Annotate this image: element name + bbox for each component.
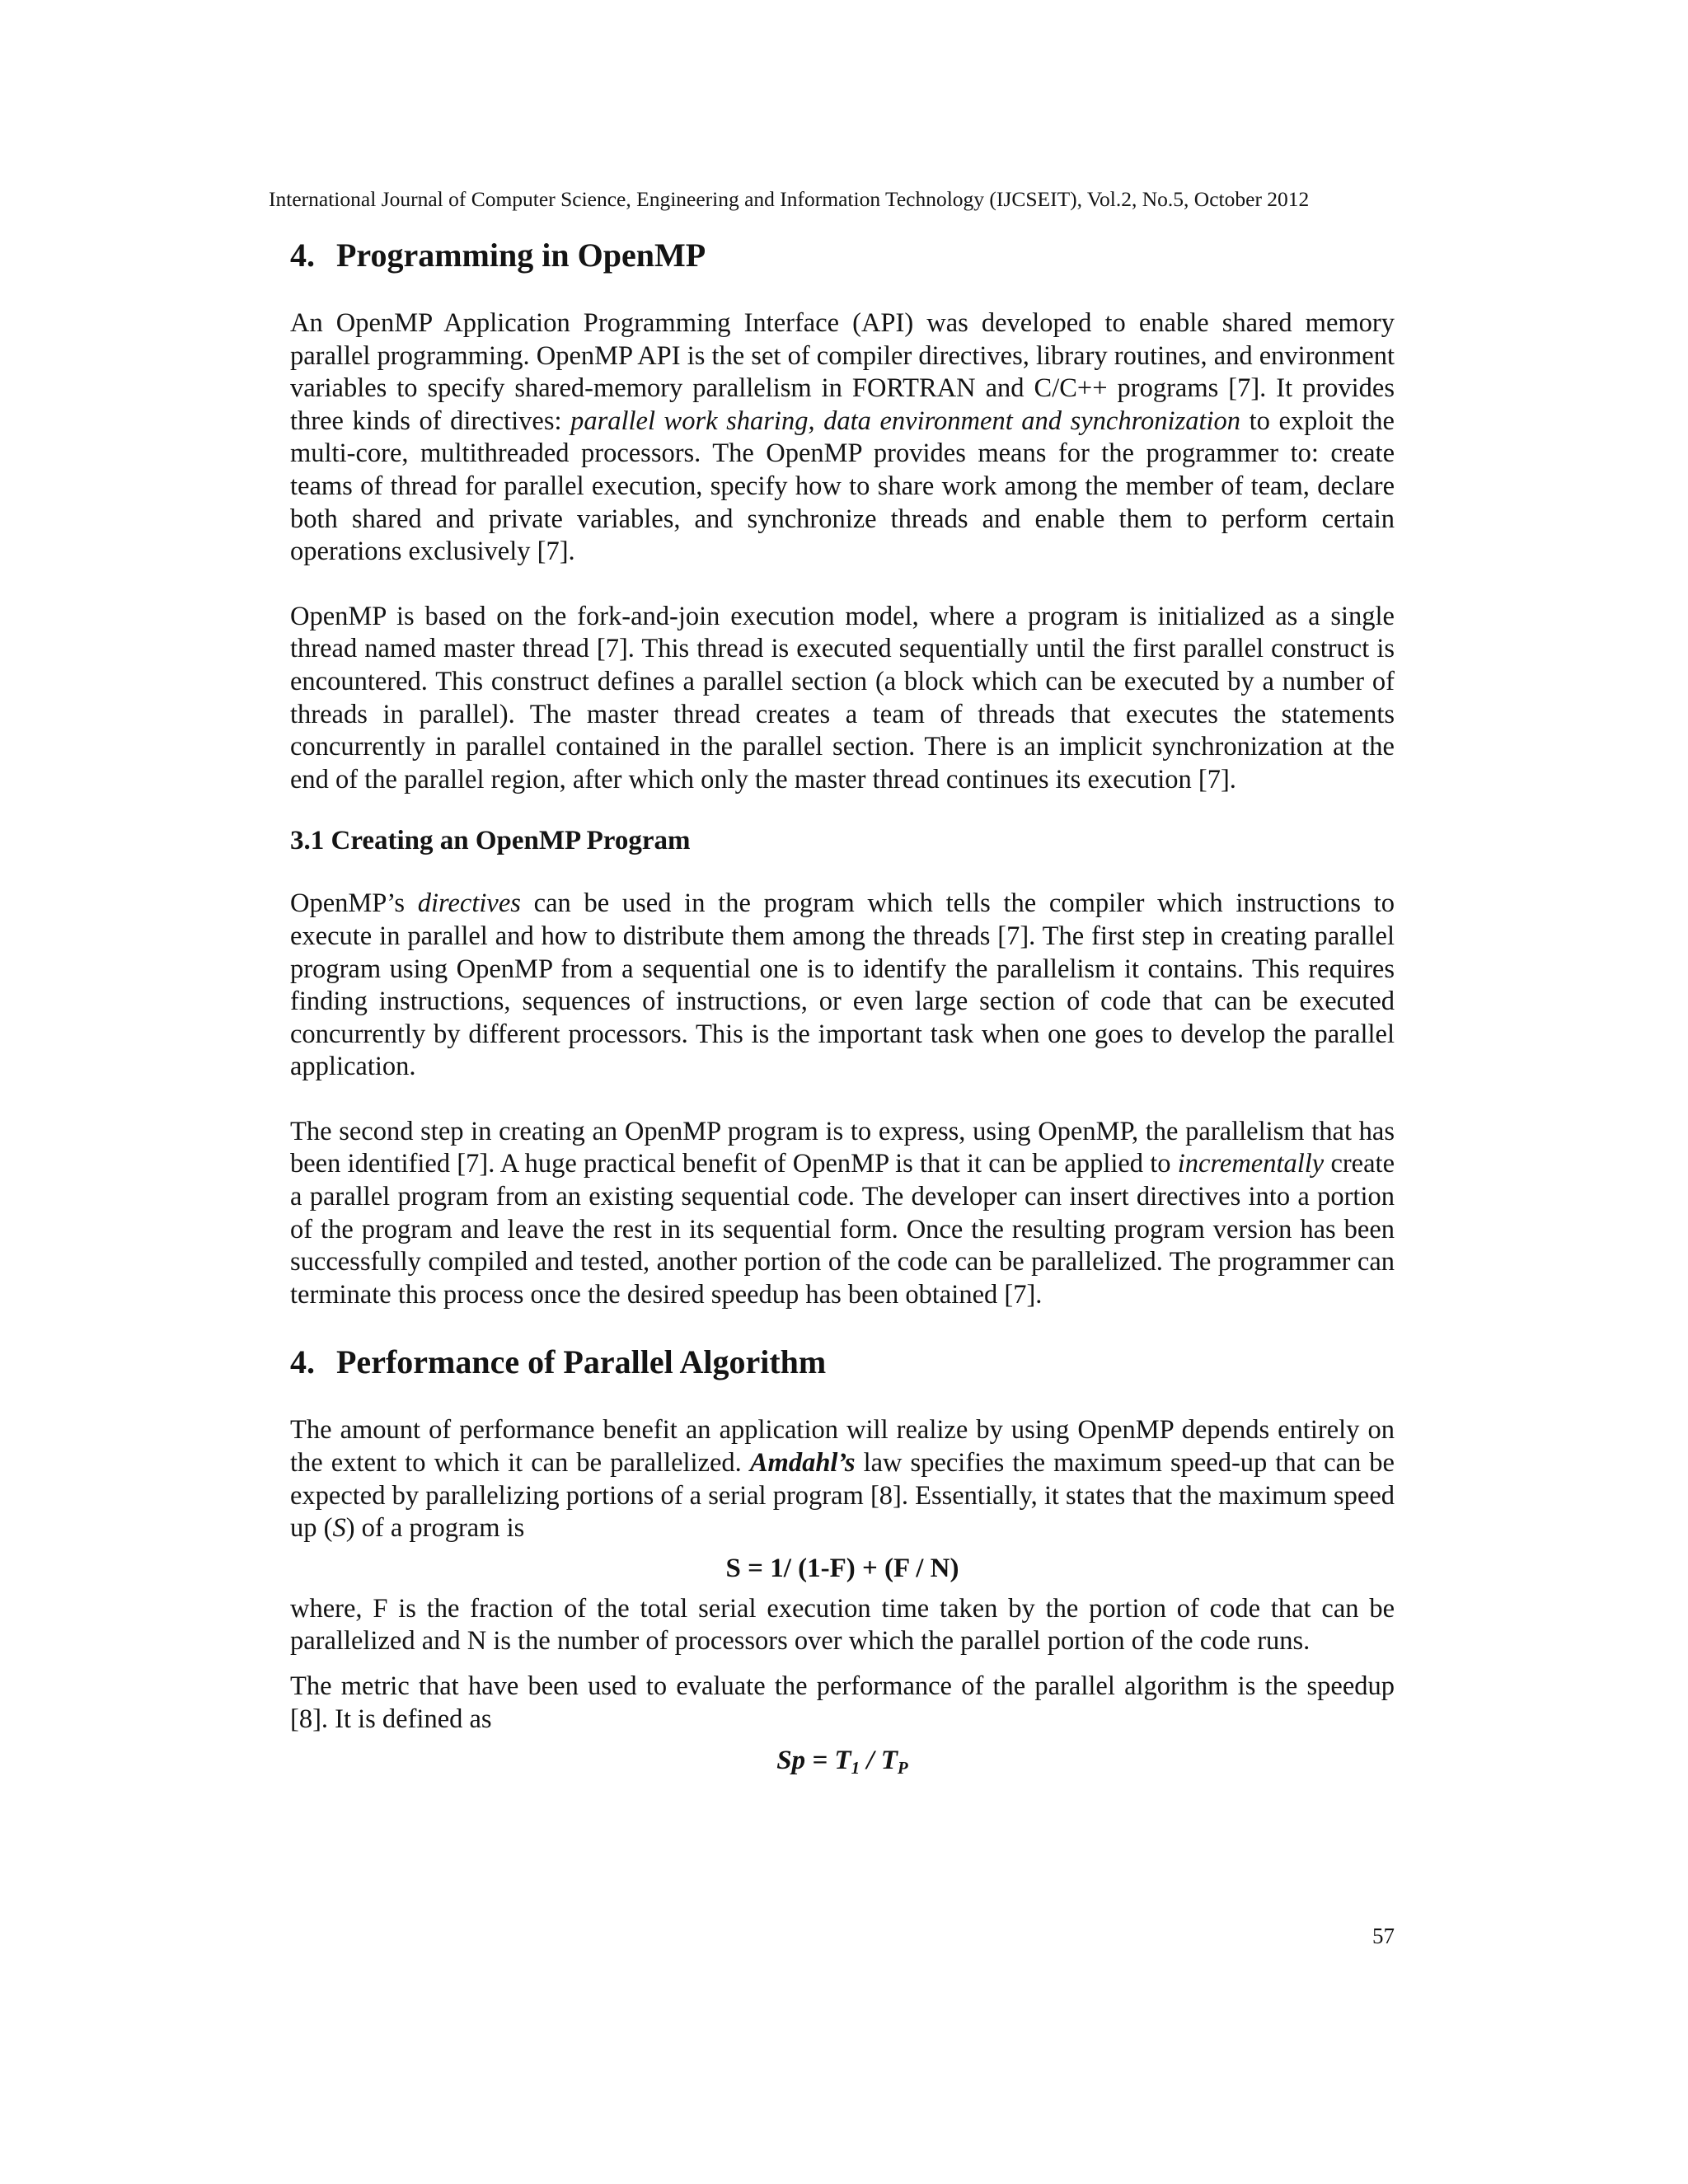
equation-speedup	[290, 1744, 1395, 1784]
text-run: An OpenMP Application Programming Interface (API) was developed to enable shared memory parallel programming. OpenMP API is the set of compiler directives, library routines, and environment variables to specify shared-memory parallelism in FORTRAN and C/C++ programs [7]. It provides three kinds of directives:	[290, 308, 1395, 436]
subsection-heading-creating-program: 3.1 Creating an OpenMP Program	[290, 826, 691, 856]
text-run: create a parallel program from an existing sequential code. The developer can insert directives into a portion of the program and leave the rest in its sequential form. Once the resulting program version has been successfully compiled and tested, another portion of the code can be parallelized. The programmer can terminate this process once the desired speedup has been obtained [7].	[290, 1149, 1395, 1310]
page-number: 57	[1372, 1924, 1395, 1948]
section-heading-performance	[290, 1339, 1395, 1385]
text-run: to exploit the multi-core, multithreaded processors. The OpenMP provides means for the programmer to: create teams of thread for parallel execution, specify how to share work among the member of team, declare both shared and private variables, and synchronize threads and enable them to perform certain operations exclusively [7].	[290, 405, 1395, 567]
text-run: The second step in creating an OpenMP program is to express, using OpenMP, the parallelism that has been identified [7]. A huge practical benefit of OpenMP is that it can be applied to	[290, 1116, 1395, 1179]
eq-subscript-1: 1	[851, 1758, 860, 1779]
running-head: International Journal of Computer Science, Engineering and Information Technology (IJCSEIT), Vol.2, No.5, October 2012	[269, 187, 1310, 211]
text-run: law specifies the maximum speed-up that can be expected by parallelizing portions of a serial program [8]. Essentially, it states that the maximum speed up (	[290, 1448, 1395, 1544]
italic-s: S	[332, 1513, 346, 1544]
italic-incrementally: incrementally	[1177, 1149, 1325, 1179]
section-title: Performance of Parallel Algorithm	[336, 1343, 827, 1381]
eq-subscript-p: P	[897, 1758, 908, 1779]
paragraph-fork-join: OpenMP is based on the fork-and-join execution model, where a program is initialized as a single thread named master thread [7]. This thread is executed sequentially until the first parallel construct is encountered. This construct defines a parallel section (a block which can be executed by a number of threads in parallel). The master thread creates a team of threads that executes the statements concurrently in parallel contained in the parallel section. There is an implicit synchronization at the end of the parallel region, after which only the master thread continues its execution [7].	[290, 601, 1395, 794]
text-run: The amount of performance benefit an application will realize by using OpenMP depends entirely on the extent to which it can be parallelized.	[290, 1415, 1395, 1479]
paragraph-where-f: where, F is the fraction of the total serial execution time taken by the portion of code that can be parallelized and N is the number of processors over which the parallel portion of the code runs.	[290, 1593, 1395, 1657]
section-number: 4.	[290, 237, 315, 274]
paragraph-second-step	[290, 1116, 1395, 1312]
paragraph-speedup-metric: The metric that have been used to evaluate the performance of the parallel algorithm is the speedup [8]. It is defined as	[290, 1671, 1395, 1734]
eq-part: / T	[860, 1746, 898, 1776]
section-number: 4.	[290, 1343, 315, 1381]
bold-italic-amdahl: Amdahl’s	[749, 1448, 856, 1479]
italic-directive-kinds: parallel work sharing, data environment and synchronization	[570, 405, 1241, 436]
eq-part: Sp = T	[776, 1746, 851, 1776]
page-content	[290, 232, 1395, 1784]
paragraph-amdahl	[290, 1414, 1395, 1544]
paragraph-openmp-api	[290, 307, 1395, 569]
text-run: ) of a program is	[345, 1513, 525, 1544]
equation-amdahl: S = 1/ (1-F) + (F / N)	[725, 1553, 959, 1583]
italic-directives: directives	[417, 888, 521, 919]
paragraph-directives	[290, 888, 1395, 1084]
text-run: can be used in the program which tells the compiler which instructions to execute in parallel and how to distribute them among the threads [7]. The first step in creating parallel program using OpenMP from a sequential one is to identify the parallelism it contains. This requires finding instructions, sequences of instructions, or even large section of code that can be executed concurrently by different processors. This is the important task when one goes to develop the parallel application.	[290, 888, 1395, 1082]
text-run: OpenMP’s	[290, 888, 418, 919]
section-heading-programming-openmp	[290, 232, 1395, 279]
section-title: Programming in OpenMP	[336, 237, 706, 274]
